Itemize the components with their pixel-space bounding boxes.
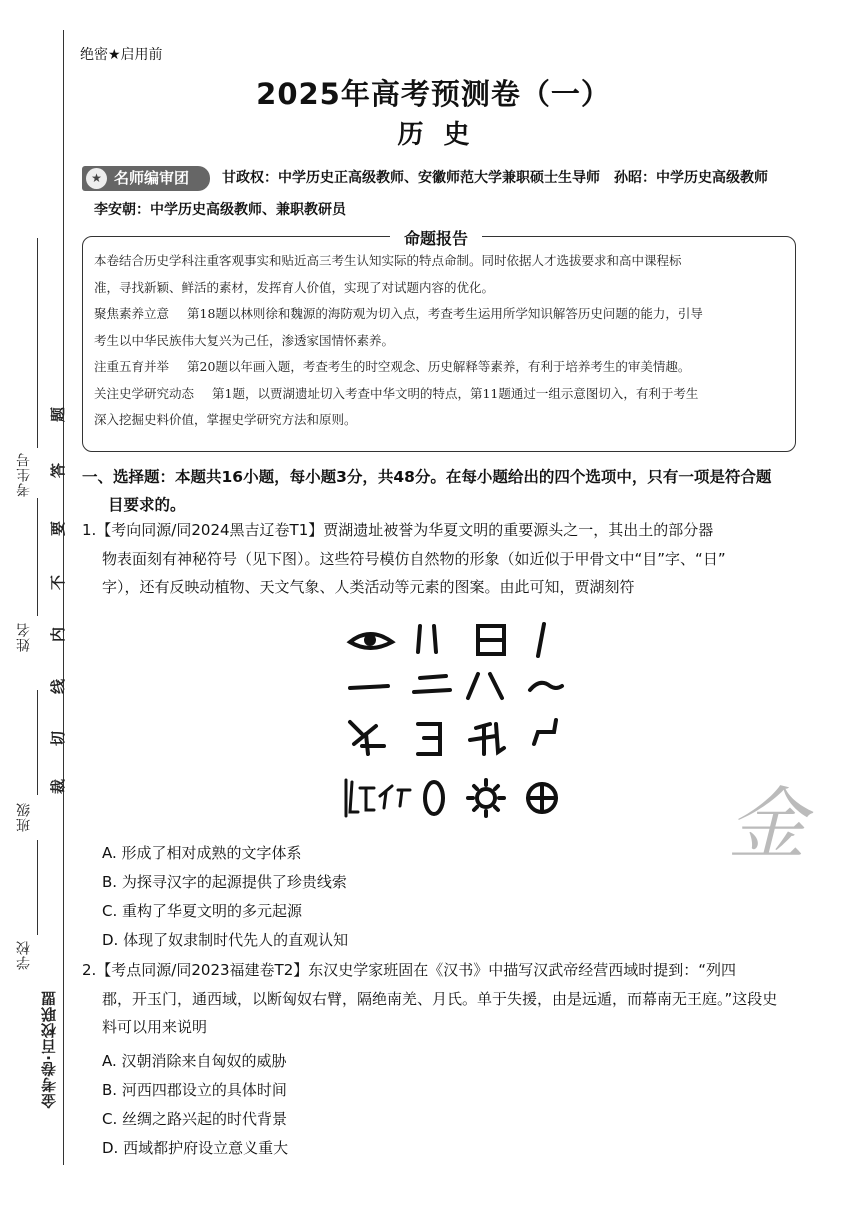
q2-stem-line: 2.【考点同源/同2023福建卷T2】东汉史学家班固在《汉书》中描写汉武帝经营西域时提到：“列四 [82, 961, 737, 979]
question-1 [82, 516, 812, 602]
editors-line-2: 李安朝：中学历史高级教师、兼职教研员 [94, 202, 346, 218]
hand-symbol [418, 724, 440, 754]
report-point-2 [94, 354, 790, 381]
subject-title: 历史 [397, 120, 490, 150]
hook-symbol [534, 720, 556, 744]
report-point-3 [94, 381, 790, 408]
q2-option-a[interactable]: A. 汉朝消除来自匈奴的威胁 [102, 1052, 287, 1070]
report-keyword: 注重五育并举 [94, 359, 170, 374]
two-symbol [414, 676, 450, 692]
report-text: 第20题以年画入题，考查考生的时空观念、历史解释等素养，有利于培养考生的审美情趣。 [187, 359, 691, 374]
report-title: 命题报告 [390, 226, 482, 249]
slash-symbol [538, 624, 544, 656]
class-label: 班级 [16, 802, 32, 832]
sun-rays-symbol [468, 780, 504, 816]
oval-symbol [425, 782, 443, 814]
eight-symbol [468, 674, 502, 698]
report-keyword: 聚焦素养立意 [94, 306, 170, 321]
jiahu-symbols-figure [340, 620, 570, 830]
brand-label: 金考卷·百校联盟 [40, 990, 58, 1109]
cut-char: 切 [49, 730, 68, 747]
report-intro-2: 准，寻找新颖、鲜活的素材，发挥育人价值，实现了对试题内容的优化。 [94, 279, 495, 295]
report-text: 第18题以林则徐和魏源的海防观为切入点，考查考生运用所学知识解答历史问题的能力，引导 [187, 306, 703, 321]
class-field [37, 690, 38, 795]
two-strokes-symbol [418, 626, 436, 652]
report-text: 第1题，以贾湖遗址切入考查中华文明的特点，第11题通过一组示意图切入，有利于考生 [212, 385, 699, 401]
one-symbol [350, 686, 388, 688]
section-line-2: 目要求的。 [108, 496, 186, 514]
cut-char: 内 [49, 626, 68, 643]
editors-line-1: 甘政权：中学历史正高级教师、安徽师范大学兼职硕士生导师 孙昭：中学历史高级教师 [222, 170, 768, 186]
q1-stem-line: 字），还有反映动植物、天文气象、人类活动等元素的图案。由此可知，贾湖刻符 [102, 578, 635, 596]
cut-char: 线 [49, 678, 68, 695]
gold-watermark: 金 [728, 780, 807, 870]
q1-option-c[interactable]: C. 重构了华夏文明的多元起源 [102, 902, 303, 920]
report-point-3b: 深入挖掘史料价值，掌握史学研究方法和原则。 [94, 412, 357, 427]
q1-stem-line: 物表面刻有神秘符号（见下图）。这些符号模仿自然物的形象（如近似于甲骨文中“目”字、“日” [102, 549, 726, 568]
school-field [37, 840, 38, 935]
q2-stem-line: 料可以用来说明 [102, 1018, 208, 1036]
report-point-1b: 考生以中华民族伟大复兴为己任，渗透家国情怀素养。 [94, 332, 395, 348]
report-intro-1: 本卷结合历史学科注重客观事实和贴近高三考生认知实际的特点命制。同时依据人才选拔要求和高中课程标 [94, 253, 682, 268]
report-point-1 [94, 301, 790, 328]
q2-option-d[interactable]: D. 西域都护府设立意义重大 [102, 1139, 289, 1157]
sun-box-symbol [478, 626, 504, 654]
exam-number-field [37, 238, 38, 448]
editor-badge-label: 名师编审团 [114, 169, 190, 187]
page-title: 2025年高考预测卷（一） [256, 77, 611, 111]
cut-char: 题 [49, 406, 68, 423]
q1-option-b[interactable]: B. 为探寻汉字的起源提供了珍贵线索 [102, 873, 347, 891]
cross-circle-symbol [528, 784, 556, 812]
question-2 [82, 956, 812, 1042]
exam-number-label: 考生号 [16, 452, 32, 497]
wave-symbol [530, 683, 562, 690]
binding-line [63, 30, 64, 1165]
q1-option-a[interactable]: A. 形成了相对成熟的文字体系 [102, 844, 302, 862]
editor-badge [82, 166, 210, 191]
report-keyword: 关注史学研究动态 [94, 385, 195, 401]
cut-char: 答 [49, 462, 68, 479]
cut-char: 裁 [49, 778, 68, 795]
q1-stem-line: 1.【考向同源/同2024黑吉辽卷T1】贾湖遗址被誉为华夏文明的重要源头之一，其出土的部分器 [82, 521, 714, 539]
cut-char: 不 [49, 574, 68, 591]
tree-symbol [470, 724, 504, 754]
cut-char: 要 [49, 520, 68, 537]
section-instructions [82, 463, 806, 519]
name-field [37, 498, 38, 616]
figure-symbol [350, 722, 384, 754]
report-body [94, 248, 790, 434]
q1-option-d[interactable]: D. 体现了奴隶制时代先人的直观认知 [102, 931, 349, 949]
q2-stem-line: 郡，开玉门，通西域，以断匈奴右臂，隔绝南羌、月氏。单于失援，由是远遁，而幕南无王庭。”这段史 [102, 989, 778, 1008]
name-label: 姓名 [16, 622, 32, 652]
school-label: 学校 [16, 940, 32, 970]
comb-symbol [346, 780, 410, 816]
eye-symbol [350, 634, 392, 648]
q2-option-c[interactable]: C. 丝绸之路兴起的时代背景 [102, 1110, 288, 1128]
section-line-1: 一、选择题：本题共16小题，每小题3分，共48分。在每小题给出的四个选项中，只有一项是符合题 [82, 468, 772, 486]
confidential-mark: 绝密★启用前 [80, 47, 163, 63]
teacher-icon: ★ [86, 168, 107, 189]
q2-option-b[interactable]: B. 河西四郡设立的具体时间 [102, 1081, 287, 1099]
